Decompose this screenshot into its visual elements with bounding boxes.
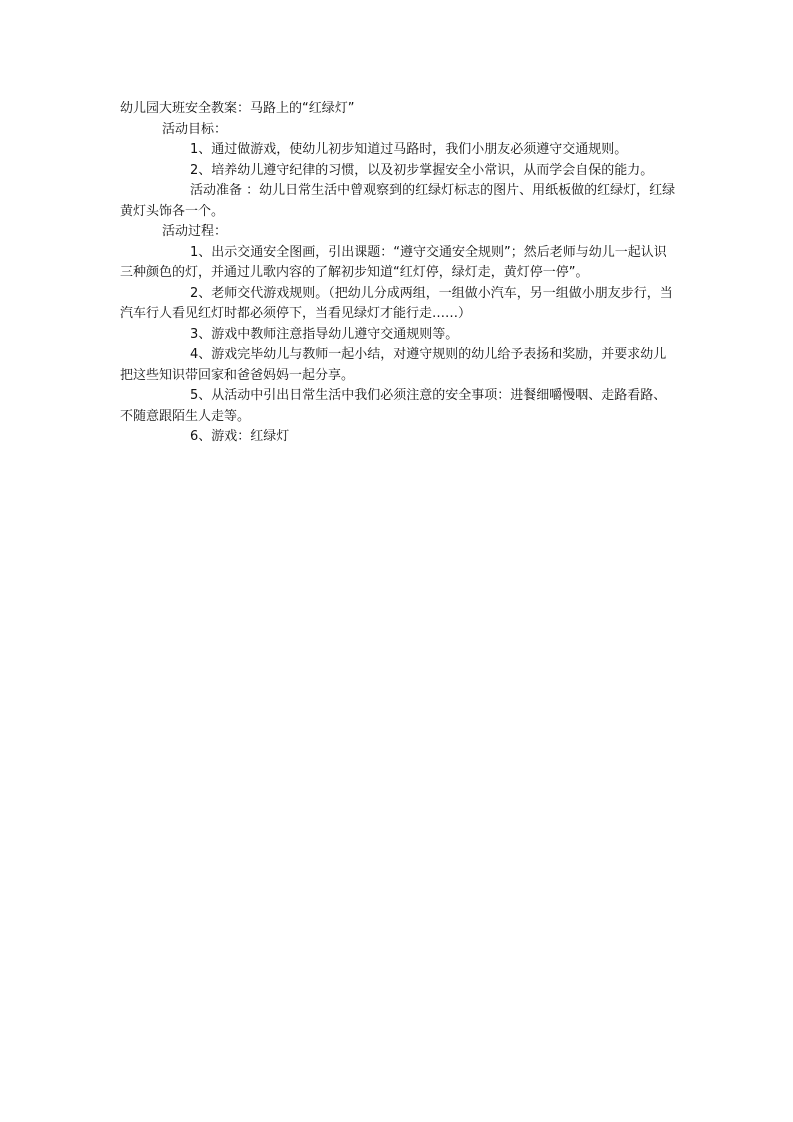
process-step-4: 4、游戏完毕幼儿与教师一起小结，对遵守规则的幼儿给予表扬和奖励，并要求幼儿把这些知识带回家和爸爸妈妈一起分享。 xyxy=(120,347,667,383)
document-title: 幼儿园大班安全教案：马路上的“红绿灯” xyxy=(120,101,355,116)
process-step-5: 5、从活动中引出日常生活中我们必须注意的安全事项：进餐细嚼慢咽、走路看路、不随意跟陌生人走等。 xyxy=(120,388,667,424)
process-step-3: 3、游戏中教师注意指导幼儿遵守交通规则等。 xyxy=(190,326,459,342)
document-body xyxy=(120,99,676,448)
goal-item-1: 1、通过做游戏，使幼儿初步知道过马路时，我们小朋友必须遵守交通规则。 xyxy=(190,142,628,157)
goals-heading: 活动目标： xyxy=(162,121,228,137)
preparation-paragraph: 活动准备 ：幼儿日常生活中曾观察到的红绿灯标志的图片、用纸板做的红绿灯，红绿黄灯头饰各一个。 xyxy=(120,183,676,219)
process-step-2: 2、老师交代游戏规则。（把幼儿分成两组，一组做小汽车，另一组做小朋友步行，当汽车行人看见红灯时都必须停下，当看见绿灯才能行走……） xyxy=(120,285,673,321)
process-step-1: 1、出示交通安全图画，引出课题：“遵守交通安全规则”；然后老师与幼儿一起认识三种颜色的灯，并通过儿歌内容的了解初步知道“红灯停，绿灯走，黄灯停一停”。 xyxy=(120,244,667,280)
process-heading: 活动过程： xyxy=(162,224,228,239)
process-step-6: 6、游戏：红绿灯 xyxy=(190,429,290,444)
goal-item-2: 2、培养幼儿遵守纪律的习惯，以及初步掌握安全小常识，从而学会自保的能力。 xyxy=(190,162,654,178)
